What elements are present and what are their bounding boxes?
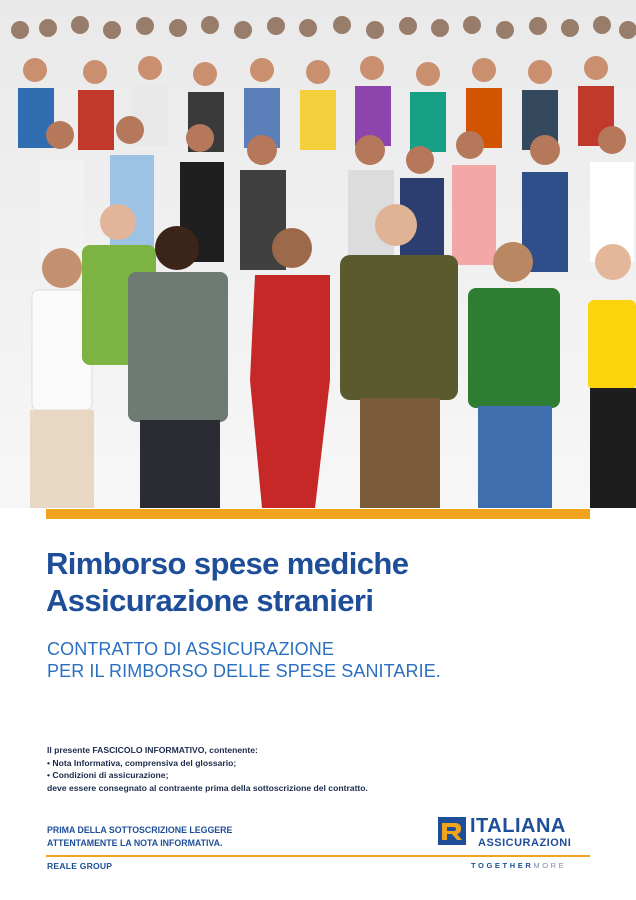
logo-mark-icon	[438, 817, 466, 845]
read-notice	[47, 824, 232, 850]
tagline-together: TOGETHER	[471, 861, 534, 870]
title-line-1: Rimborso spese mediche	[46, 546, 409, 581]
document-subtitle	[47, 638, 441, 682]
footer-divider	[46, 855, 590, 857]
italiana-assicurazioni-logo	[438, 815, 590, 851]
fascicolo-closing: deve essere consegnato al contraente prima della sottoscrizione del contratto.	[47, 782, 368, 793]
tagline	[471, 861, 566, 870]
document-title	[46, 545, 408, 619]
fascicolo-item-nota: • Nota Informativa, comprensiva del glossario;	[47, 757, 237, 768]
fascicolo-item-condizioni: • Condizioni di assicurazione;	[47, 770, 169, 780]
orange-divider	[46, 509, 590, 519]
subtitle-line-1: CONTRATTO DI ASSICURAZIONE	[47, 639, 334, 659]
title-line-2: Assicurazione stranieri	[46, 583, 374, 618]
notice-line-2: ATTENTAMENTE LA NOTA INFORMATIVA.	[47, 838, 223, 848]
fascicolo-info	[47, 744, 368, 794]
reale-group-label: REALE GROUP	[47, 861, 113, 871]
logo-text-assicurazioni: ASSICURAZIONI	[478, 837, 572, 849]
logo-text-italiana: ITALIANA	[470, 815, 566, 837]
tagline-more: MORE	[533, 861, 567, 870]
subtitle-line-2: PER IL RIMBORSO DELLE SPESE SANITARIE.	[47, 661, 441, 681]
notice-line-1: PRIMA DELLA SOTTOSCRIZIONE LEGGERE	[47, 825, 233, 835]
fascicolo-intro: Il presente FASCICOLO INFORMATIVO, contenente:	[47, 745, 258, 755]
